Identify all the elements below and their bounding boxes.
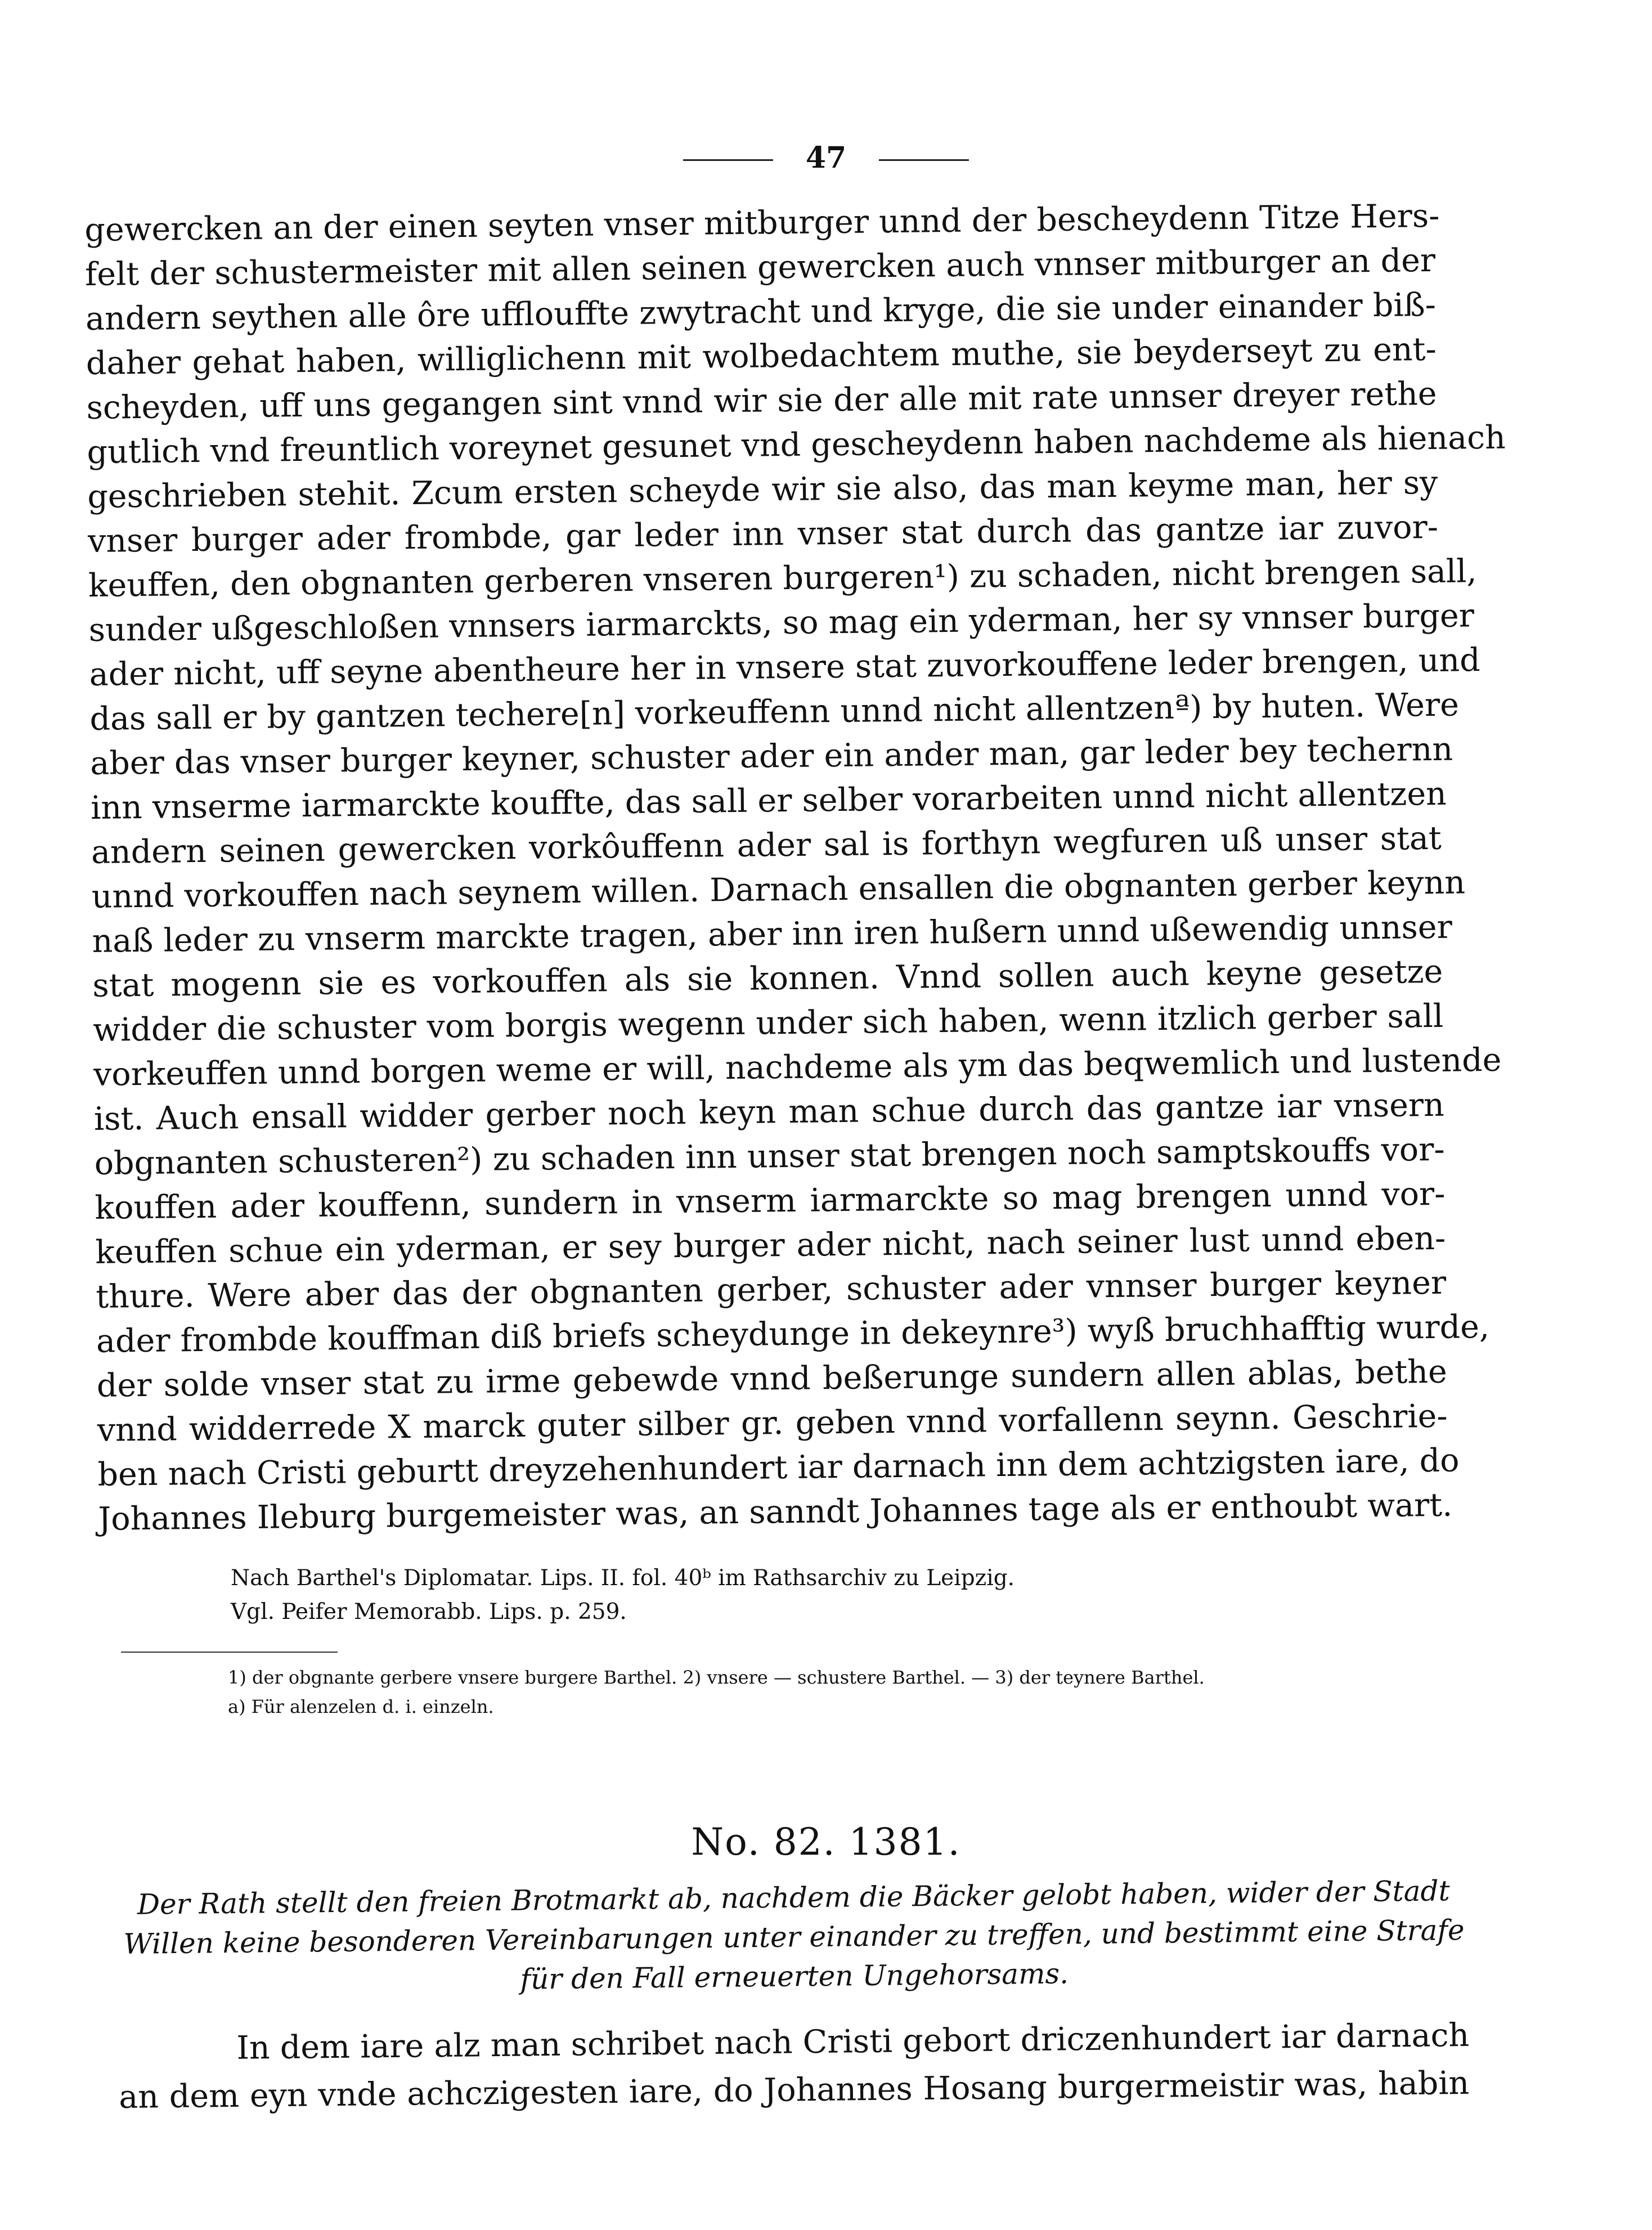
text-line: daher gehat haben, williglichenn mit wolbedachtem muthe, sie beyderseyt zu ent- [86, 330, 1437, 382]
text-line: felt der schustermeister mit allen seinen gewercken auch vnnser mitburger an der [84, 241, 1436, 293]
text-line: keuffen schue ein yderman, er sey burger ader nicht, nach seiner lust unnd eben- [95, 1219, 1446, 1271]
text-line: kouffen ader kouffenn, sundern in vnserm iarmarckte so mag brengen unnd vor- [95, 1175, 1446, 1227]
text-line: inn vnserme iarmarckte kouffte, das sall er selber vorarbeiten unnd nicht allentzen [90, 775, 1447, 827]
header-rule-left [683, 159, 773, 161]
text-line: keuffen, den obgnanten gerberen vnseren burgeren¹) zu schaden, nicht brengen sall, [88, 553, 1477, 604]
text-line: sunder ußgeschloßen vnnsers iarmarckts, so mag ein yderman, her sy vnnser burger [88, 597, 1475, 649]
text-line: Johannes Ileburg burgemeister was, an sanndt Johannes tage als er enthoubt wart. [98, 1486, 1453, 1538]
text-line: gutlich vnd freuntlich voreynet gesunet vnd gescheydenn haben nachdeme als hienach [87, 419, 1506, 471]
text-line: vorkeuffen unnd borgen weme er will, nachdeme als ym das beqwemlich und lustende [93, 1041, 1502, 1093]
text-line: ader frombde kouffman diß briefs scheydunge in dekeynre³) wyß bruchhafftig wurde, [96, 1308, 1490, 1360]
text-line: stat mogenn sie es vorkouffen als sie konnen. Vnnd sollen auch keyne gesetze [92, 953, 1443, 1004]
text-line: gewercken an der einen seyten vnser mitburger unnd der bescheydenn Titze Hers- [84, 197, 1440, 249]
text-line: widder die schuster vom borgis wegenn under sich haben, wenn itzlich gerber sall [92, 997, 1444, 1049]
text-line: das sall er by gantzen techere[n] vorkeuffenn unnd nicht allentzenª) by huten. Were [89, 686, 1460, 738]
text-line: In dem iare alz man schribet nach Cristi gebort driczenhundert iar darnach [236, 2016, 1470, 2067]
text-line: scheyden, uff uns gegangen sint vnnd wir sie der alle mit rate unnser dreyer rethe [86, 375, 1437, 427]
source-notes [231, 1562, 1244, 1629]
page-header [0, 141, 1652, 175]
text-line: unnd vorkouffen nach seynem willen. Darnach ensallen die obgnanten gerber keynn [91, 864, 1466, 916]
text-line: naß leder zu vnserm marckte tragen, aber inn iren hußern unnd ußewendig unnser [92, 908, 1453, 960]
document-body [118, 2012, 1470, 2121]
body-text [84, 194, 1506, 1542]
document-number: No. 82. 1381. [691, 1820, 961, 1864]
text-line: ben nach Cristi geburtt dreyzehenhundert iar darnach inn dem achtzigsten iare, do [97, 1442, 1460, 1493]
source-note: Nach Barthel's Diplomatar. Lips. II. fol. 40ᵇ im Rathsarchiv zu Leipzig. [231, 1565, 1015, 1591]
text-line: andern seythen alle ôre ufflouffte zwytracht und kryge, die sie under einander biß- [85, 286, 1436, 338]
header-rule-right [879, 159, 969, 161]
text-line: vnnd widderrede X marck guter silber gr. geben vnnd vorfallenn seynn. Geschrie- [97, 1397, 1448, 1449]
page-number: 47 [805, 141, 847, 175]
footnote: a) Für alenzelen d. i. einzeln. [228, 1696, 494, 1717]
text-line: an dem eyn vnde achczigesten iare, do Johannes Hosang burgermeistir was, habin [118, 2064, 1470, 2116]
footnote-rule [121, 1652, 338, 1653]
text-line: der solde vnser stat zu irme gebewde vnnd beßerunge sundern allen ablas, bethe [96, 1353, 1448, 1405]
footnotes [228, 1663, 1297, 1721]
footnote: 1) der obgnante gerbere vnsere burgere Barthel. 2) vnsere — schustere Barthel. — 3) der teynere Barthel. [228, 1667, 1205, 1688]
document-summary: Der Rath stellt den freien Brotmarkt ab, nachdem die Bäcker gelobt haben, wider der Stadt Willen keine besonderen Vereinbarungen unter einander zu treffen, und bestimmt eine Strafe für den Fall erneuerten Ungehorsams. [123, 1874, 1465, 1996]
text-line: geschrieben stehit. Zcum ersten scheyde wir sie also, das man keyme man, her sy [87, 464, 1438, 515]
text-line: ader nicht, uff seyne abentheure her in vnsere stat zuvorkouffene leder brengen, und [89, 641, 1481, 693]
text-line: thure. Were aber das der obgnanten gerber, schuster ader vnnser burger keyner [95, 1264, 1447, 1316]
text-line: vnser burger ader frombde, gar leder inn vnser stat durch das gantze iar zuvor- [87, 508, 1439, 560]
text-line: aber das vnser burger keyner, schuster ader ein ander man, gar leder bey techernn [89, 730, 1453, 782]
text-line: ist. Auch ensall widder gerber noch keyn man schue durch das gantze iar vnsern [93, 1086, 1445, 1138]
source-note: Vgl. Peifer Memorabb. Lips. p. 259. [231, 1599, 627, 1625]
text-line: obgnanten schusteren²) zu schaden inn unser stat brengen noch samptskouffs vor- [94, 1130, 1445, 1182]
text-line: andern seinen gewercken vorkôuffenn ader sal is forthyn wegfuren uß unser stat [91, 819, 1442, 871]
